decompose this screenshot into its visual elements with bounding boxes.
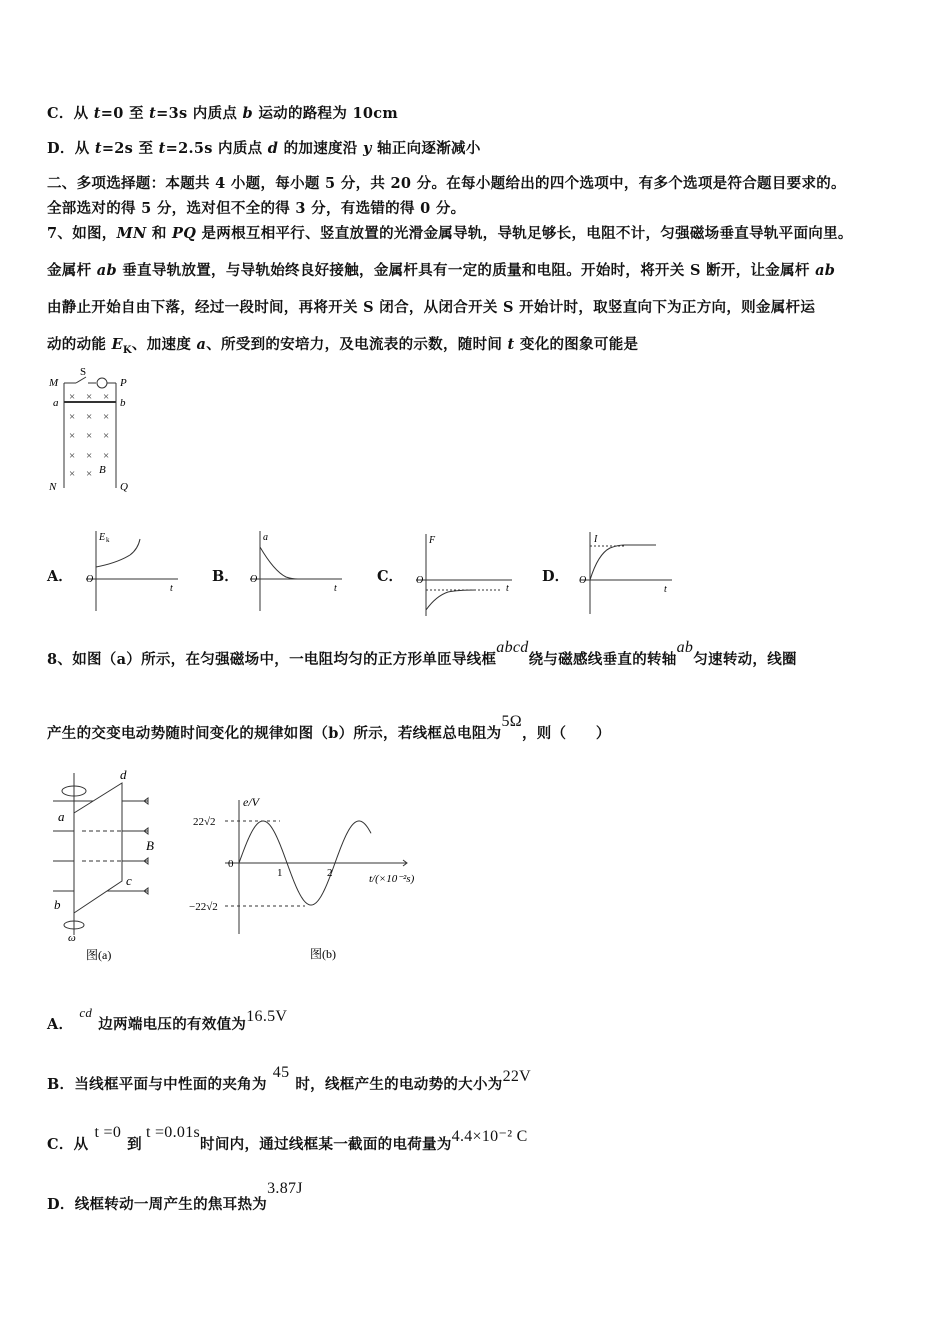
- svg-text:O: O: [416, 575, 424, 586]
- svg-text:O: O: [579, 575, 587, 586]
- svg-text:图(a): 图(a): [86, 948, 112, 962]
- q7-graph-a: [82, 527, 182, 615]
- q8-option-b: B．当线框平面与中性面的夹角为45时，线框产生的电动势的大小为22V: [47, 1064, 532, 1093]
- field-cross: ×: [86, 430, 93, 442]
- svg-text:t: t: [664, 584, 667, 595]
- field-cross: ×: [86, 468, 93, 480]
- svg-text:I: I: [594, 534, 598, 545]
- svg-text:t/(×10⁻²s): t/(×10⁻²s): [369, 873, 415, 885]
- q7-line3: 由静止开始自由下落，经过一段时间，再将开关 S 闭合，从闭合开关 S 开始计时，取竖直向下为正方向，则金属杆运: [47, 299, 816, 316]
- svg-text:F: F: [429, 535, 436, 546]
- svg-text:ω: ω: [68, 932, 76, 944]
- svg-text:c: c: [126, 873, 132, 888]
- svg-text:0: 0: [228, 858, 234, 870]
- field-cross: ×: [69, 468, 76, 480]
- label-M: M: [49, 377, 59, 389]
- q7-circuit-figure: [48, 366, 138, 498]
- section-header-line1: 二、多项选择题：本题共 4 小题，每小题 5 分，共 20 分。在每小题给出的四个选项中，有多个选项是符合题目要求的。: [47, 175, 846, 192]
- q7-option-d-label: D．: [542, 568, 570, 585]
- field-cross: ×: [69, 450, 76, 462]
- svg-text:a: a: [263, 532, 268, 543]
- label-S: S: [80, 366, 87, 378]
- q7-graph-c: [412, 530, 518, 618]
- svg-text:E: E: [99, 532, 106, 543]
- svg-text:2: 2: [327, 867, 333, 879]
- svg-text:a: a: [58, 809, 65, 824]
- q8-line1: 8、如图（a）所示，在匀强磁场中，一电阻均匀的正方形单匝导线框abcd绕与磁感线垂直的转轴ab匀速转动，线圈: [47, 639, 797, 668]
- svg-text:k: k: [106, 536, 110, 544]
- q6-option-d: D．从 t=2s 至 t=2.5s 内质点 d 的加速度沿 y 轴正向逐渐减小: [47, 140, 481, 157]
- label-N: N: [49, 481, 57, 493]
- q7-line4: 动的动能 $E_K$、加速度 a、所受到的安培力，及电流表的示数，随时间 t 变化的图象可能是: [47, 336, 639, 356]
- q7-option-b-label: B．: [212, 568, 239, 585]
- q6-option-c: C．从 t=0 至 t=3s 内质点 b 运动的路程为 10cm: [47, 105, 399, 122]
- svg-text:e/V: e/V: [243, 795, 259, 809]
- label-a: a: [53, 397, 59, 409]
- svg-text:t: t: [170, 583, 173, 594]
- field-cross: ×: [69, 391, 76, 403]
- label-Q: Q: [120, 481, 128, 493]
- section-header-line2: 全部选对的得 5 分，选对但不全的得 3 分，有选错的得 0 分。: [47, 200, 466, 217]
- svg-text:1: 1: [277, 867, 283, 879]
- q7-graph-b: [246, 527, 346, 615]
- field-cross: ×: [69, 430, 76, 442]
- field-cross: ×: [86, 391, 93, 403]
- label-B: B: [99, 464, 106, 476]
- q7-line1: 7、如图，MN 和 PQ 是两根互相平行、竖直放置的光滑金属导轨，导轨足够长，电阻不计，匀强磁场垂直导轨平面向里。: [47, 225, 853, 242]
- q7-graph-d: [576, 528, 676, 616]
- svg-text:B: B: [146, 838, 154, 853]
- svg-text:O: O: [86, 574, 94, 585]
- q8-line2: 产生的交变电动势随时间变化的规律如图（b）所示，若线框总电阻为5Ω，则（ ）: [47, 713, 611, 742]
- q8-figure-a: [48, 765, 168, 970]
- field-cross: ×: [86, 411, 93, 423]
- q7-line2: 金属杆 ab 垂直导轨放置，与导轨始终良好接触，金属杆具有一定的质量和电阻。开始时，将开关 S 断开，让金属杆 ab: [47, 262, 836, 279]
- q8-option-c: C．从t =0到t =0.01s时间内，通过线框某一截面的电荷量为4.4×10⁻² C: [47, 1124, 528, 1153]
- svg-text:t: t: [334, 583, 337, 594]
- q8-option-a: A．cd边两端电压的有效值为16.5V: [47, 1005, 288, 1033]
- svg-text:−22√2: −22√2: [189, 901, 218, 913]
- svg-text:22√2: 22√2: [193, 816, 216, 828]
- field-cross: ×: [86, 450, 93, 462]
- svg-text:图(b): 图(b): [310, 947, 336, 961]
- q8-option-d: D．线框转动一周产生的焦耳热为3.87J: [47, 1180, 303, 1213]
- field-cross: ×: [103, 450, 110, 462]
- label-P: P: [120, 377, 127, 389]
- field-cross: ×: [69, 411, 76, 423]
- svg-text:d: d: [120, 767, 127, 782]
- svg-text:O: O: [250, 574, 258, 585]
- field-cross: ×: [103, 411, 110, 423]
- q8-figure-b: [185, 790, 440, 965]
- field-cross: ×: [103, 391, 110, 403]
- q7-option-c-label: C．: [377, 568, 404, 585]
- svg-text:t: t: [506, 583, 509, 594]
- label-b: b: [120, 397, 126, 409]
- svg-text:b: b: [54, 897, 61, 912]
- field-cross: ×: [103, 430, 110, 442]
- q7-option-a-label: A．: [47, 568, 73, 585]
